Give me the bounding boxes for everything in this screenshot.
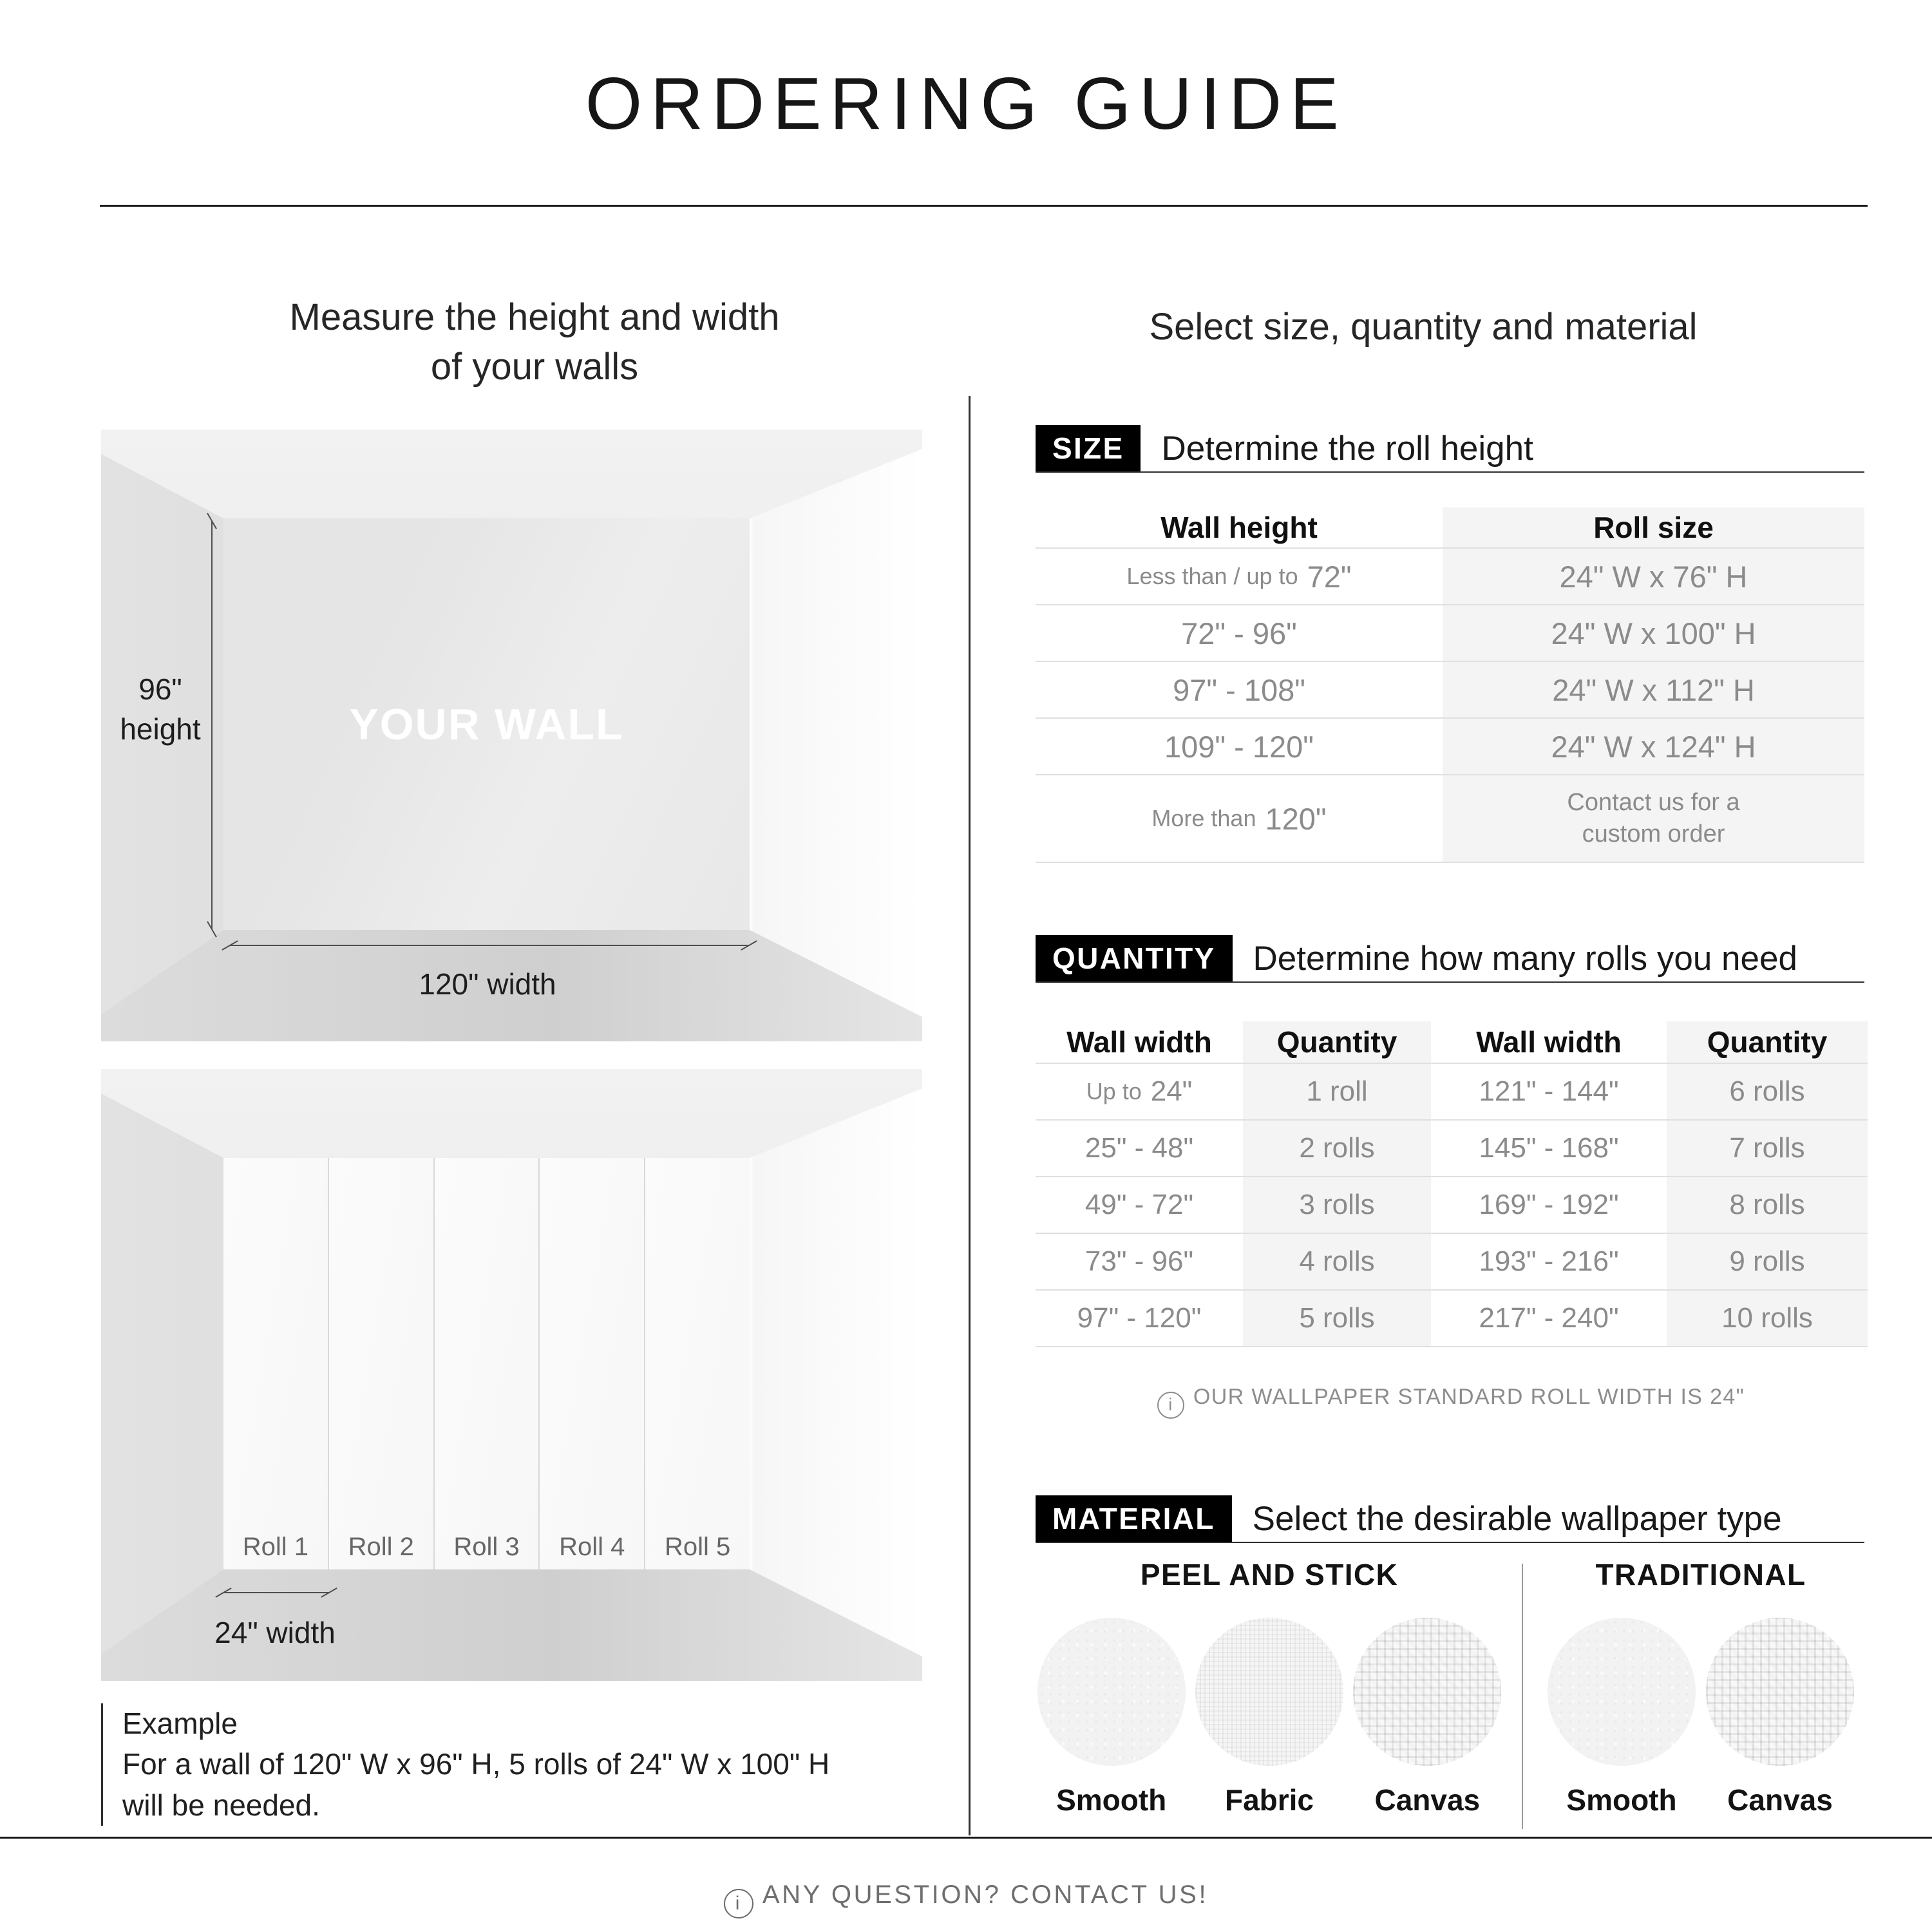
wall-height-cell <box>1036 775 1443 863</box>
quantity-value: 9 rolls <box>1729 1245 1805 1277</box>
roll-panel <box>329 1158 435 1569</box>
quantity-title: Determine how many rolls you need <box>1253 939 1797 978</box>
quantity-cell <box>1243 1291 1431 1347</box>
wall-width-value: 217" - 240" <box>1479 1302 1619 1334</box>
material-option-label: Fabric <box>1224 1783 1314 1817</box>
quantity-cell <box>1667 1234 1868 1291</box>
wall-width-value: 169" - 192" <box>1479 1189 1619 1220</box>
footer <box>0 1880 1932 1918</box>
example-line2: will be needed. <box>122 1788 320 1822</box>
room-illustration-rolls <box>101 1069 922 1681</box>
custom-order-line2: custom order <box>1582 820 1725 848</box>
quantity-cell <box>1667 1064 1868 1121</box>
roll-panel-label: Roll 3 <box>453 1533 520 1561</box>
qty-col-header: Quantity <box>1243 1021 1431 1064</box>
roll-width-dimension-line <box>223 1592 329 1593</box>
wall-width-cell <box>1431 1291 1667 1347</box>
quantity-value: 4 rolls <box>1299 1245 1375 1277</box>
measure-heading <box>109 293 960 392</box>
quantity-cell <box>1667 1291 1868 1347</box>
canvas-texture-swatch <box>1353 1618 1501 1766</box>
quantity-value: 3 rolls <box>1299 1189 1375 1220</box>
roll-panel-label: Roll 2 <box>348 1533 414 1561</box>
wall-height-cell <box>1036 605 1443 662</box>
wall-height-prefix: More than <box>1151 805 1256 831</box>
width-dimension-line <box>230 945 749 946</box>
quantity-cell <box>1667 1121 1868 1177</box>
roll-panel <box>645 1158 750 1569</box>
quantity-rule <box>1036 981 1864 983</box>
fabric-texture-swatch <box>1195 1618 1343 1766</box>
quantity-value: 5 rolls <box>1299 1302 1375 1334</box>
wall-width-cell <box>1036 1177 1243 1234</box>
quantity-table <box>1036 1021 1868 1347</box>
material-options-row <box>1543 1618 1859 1817</box>
wall-height-value: 72" <box>1307 559 1352 594</box>
wall-width-cell <box>1036 1121 1243 1177</box>
top-divider <box>100 205 1868 207</box>
wall-width-value: 121" - 144" <box>1479 1075 1619 1107</box>
roll-size-value: 24" W x 76" H <box>1559 559 1748 594</box>
example-title: Example <box>122 1707 238 1740</box>
height-dimension-label <box>109 669 212 749</box>
qty-col-header: Wall width <box>1431 1021 1667 1064</box>
measure-heading-line1: Measure the height and width <box>289 296 780 338</box>
info-icon: i <box>724 1889 753 1918</box>
wall-height-value: 72" - 96" <box>1181 616 1297 650</box>
page-title: ORDERING GUIDE <box>585 63 1347 145</box>
wall-height-prefix: Less than / up to <box>1126 563 1298 589</box>
roll-size-value: 24" W x 100" H <box>1551 616 1756 650</box>
room-illustration-measure <box>101 430 922 1041</box>
qty-col-header: Wall width <box>1036 1021 1243 1064</box>
footer-contact-text[interactable]: ANY QUESTION? CONTACT US! <box>762 1880 1209 1909</box>
roll-width-note-text: OUR WALLPAPER STANDARD ROLL WIDTH IS 24" <box>1193 1385 1745 1409</box>
quantity-value: 1 roll <box>1306 1075 1368 1107</box>
wall-width-cell <box>1431 1234 1667 1291</box>
wall-height-cell <box>1036 719 1443 775</box>
measure-heading-line2: of your walls <box>430 345 639 388</box>
wall-width-value: 193" - 216" <box>1479 1245 1619 1277</box>
quantity-value: 6 rolls <box>1729 1075 1805 1107</box>
wall-width-cell <box>1431 1177 1667 1234</box>
height-value: 96" <box>138 672 182 706</box>
quantity-badge: QUANTITY <box>1036 935 1233 981</box>
size-col-header-roll-size: Roll size <box>1443 507 1864 549</box>
roll-width-label: 24" width <box>214 1616 336 1649</box>
column-divider <box>969 396 971 1835</box>
smooth-texture-swatch <box>1548 1618 1696 1766</box>
roll-size-cell <box>1443 662 1864 719</box>
quantity-cell <box>1667 1177 1868 1234</box>
size-section-header <box>1036 425 1533 471</box>
wall-width-value: 97" - 120" <box>1077 1302 1202 1334</box>
wall-height-value: 97" - 108" <box>1173 672 1305 707</box>
material-option-fabric <box>1193 1618 1345 1817</box>
size-rule <box>1036 471 1864 473</box>
size-table <box>1036 507 1864 863</box>
wall-width-value: 24" <box>1150 1075 1193 1107</box>
your-wall-label: YOUR WALL <box>349 699 624 749</box>
roll-panel <box>540 1158 645 1569</box>
smooth-texture-swatch <box>1037 1618 1186 1766</box>
material-group-divider <box>1522 1564 1523 1829</box>
material-group-name: PEEL AND STICK <box>1140 1558 1399 1591</box>
roll-size-cell <box>1443 775 1864 863</box>
info-icon: i <box>1157 1392 1184 1419</box>
roll-panel-label: Roll 4 <box>559 1533 625 1561</box>
material-group-traditional <box>1543 1557 1859 1817</box>
material-section-header <box>1036 1495 1782 1542</box>
quantity-value: 2 rolls <box>1299 1132 1375 1164</box>
quantity-value: 7 rolls <box>1729 1132 1805 1164</box>
wall-width-prefix: Up to <box>1086 1078 1142 1104</box>
quantity-cell <box>1243 1234 1431 1291</box>
size-col-header-wall-height: Wall height <box>1036 507 1443 549</box>
roll-panel <box>435 1158 540 1569</box>
wall-width-value: 73" - 96" <box>1084 1245 1194 1277</box>
material-option-label: Canvas <box>1374 1783 1481 1817</box>
quantity-value: 10 rolls <box>1721 1302 1813 1334</box>
quantity-cell <box>1243 1121 1431 1177</box>
quantity-section-header <box>1036 935 1797 981</box>
example-line1: For a wall of 120" W x 96" H, 5 rolls of 24" W x 100" H <box>122 1747 830 1781</box>
size-badge: SIZE <box>1036 425 1141 471</box>
roll-width-note <box>1036 1385 1866 1419</box>
width-dimension-label: 120" width <box>419 967 556 1001</box>
material-rule <box>1036 1542 1864 1543</box>
wall-height-cell <box>1036 549 1443 605</box>
roll-panel-label: Roll 1 <box>242 1533 309 1561</box>
material-option-canvas <box>1704 1618 1856 1817</box>
roll-size-cell <box>1443 605 1864 662</box>
canvas-texture-swatch <box>1706 1618 1854 1766</box>
roll-panel-label: Roll 5 <box>664 1533 731 1561</box>
wall-height-value: 109" - 120" <box>1164 729 1314 764</box>
back-wall <box>223 518 750 930</box>
example-note <box>101 1703 829 1826</box>
material-option-smooth <box>1036 1618 1187 1817</box>
wall-width-value: 49" - 72" <box>1084 1189 1194 1220</box>
roll-size-value: 24" W x 124" H <box>1551 729 1756 764</box>
wall-width-cell <box>1036 1234 1243 1291</box>
quantity-cell <box>1243 1177 1431 1234</box>
height-word: height <box>120 712 201 746</box>
material-badge: MATERIAL <box>1036 1495 1232 1542</box>
quantity-value: 8 rolls <box>1729 1189 1805 1220</box>
bottom-divider <box>0 1837 1932 1839</box>
wall-width-cell <box>1036 1291 1243 1347</box>
material-options-row <box>1036 1618 1503 1817</box>
roll-size-cell <box>1443 549 1864 605</box>
roll-panel <box>223 1158 329 1569</box>
material-option-label: Smooth <box>1056 1783 1167 1817</box>
wall-width-cell <box>1036 1064 1243 1121</box>
wall-height-value: 120" <box>1265 801 1327 836</box>
size-title: Determine the roll height <box>1161 429 1533 468</box>
wall-height-cell <box>1036 662 1443 719</box>
select-heading: Select size, quantity and material <box>1149 306 1698 348</box>
roll-panels <box>223 1158 750 1569</box>
material-option-smooth <box>1546 1618 1698 1817</box>
wall-width-value: 145" - 168" <box>1479 1132 1619 1164</box>
material-group-name: TRADITIONAL <box>1595 1558 1806 1591</box>
wall-width-cell <box>1431 1064 1667 1121</box>
custom-order-line1: Contact us for a <box>1567 788 1740 816</box>
quantity-cell <box>1243 1064 1431 1121</box>
material-option-canvas <box>1352 1618 1503 1817</box>
material-group-peel-and-stick <box>1036 1557 1503 1817</box>
roll-size-value: 24" W x 112" H <box>1552 672 1755 707</box>
qty-col-header: Quantity <box>1667 1021 1868 1064</box>
material-title: Select the desirable wallpaper type <box>1252 1499 1782 1538</box>
material-option-label: Smooth <box>1566 1783 1677 1817</box>
roll-size-cell <box>1443 719 1864 775</box>
wall-width-cell <box>1431 1121 1667 1177</box>
wall-width-value: 25" - 48" <box>1084 1132 1194 1164</box>
material-option-label: Canvas <box>1727 1783 1833 1817</box>
